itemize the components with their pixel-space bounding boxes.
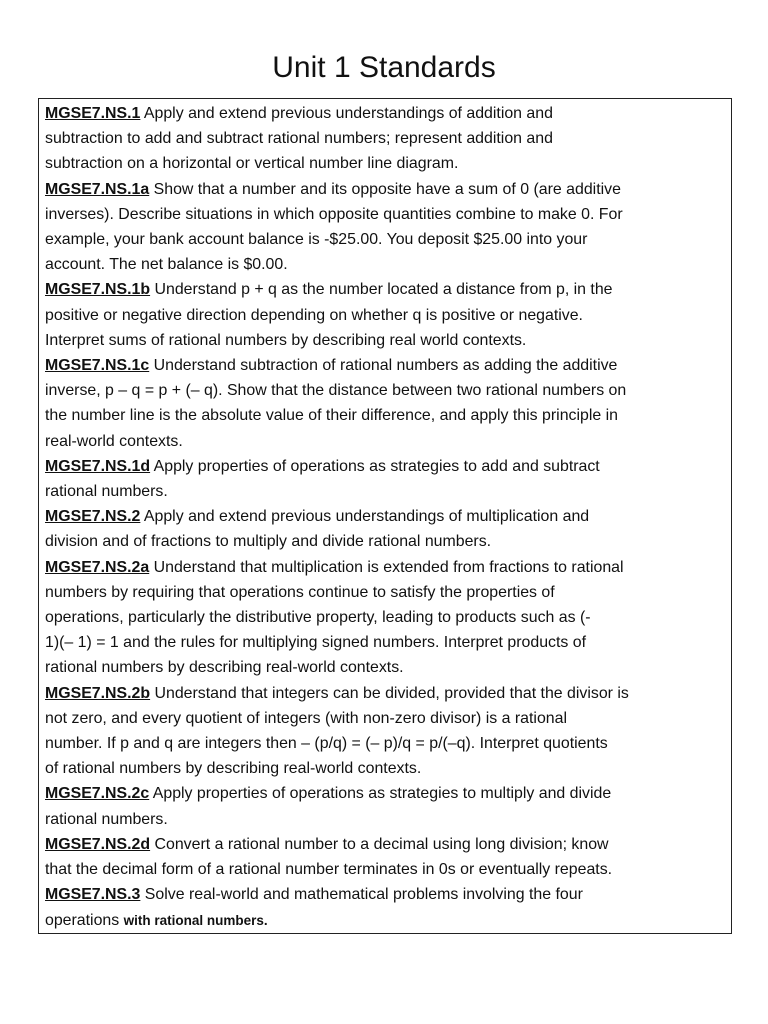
- standard-ns1a: [45, 177, 726, 278]
- page-title: Unit 1 Standards: [272, 51, 496, 84]
- standard-text: Apply and extend previous understandings of addition and subtraction to add and subtract rational numbers; represent addition and subtraction on a horizontal or vertical number line diagram.: [45, 105, 553, 173]
- standard-text: Show that a number and its opposite have a sum of 0 (are additive inverses). Describe situations in which opposite quantities combine to make 0. For example, your bank account balance is -$25.00. You deposit $25.00 into your account. The net balance is $0.00.: [45, 180, 623, 274]
- standard-text: Understand subtraction of rational numbers as adding the additive inverse, p – q = p + (– q). Show that the distance between two rational numbers on the number line is the absolute value of their difference, and apply this principle in real-world contexts.: [45, 357, 627, 450]
- standard-ns1d: [45, 454, 726, 504]
- standard-ns1: [45, 101, 726, 177]
- standard-text: Apply and extend previous understandings of multiplication and division and of fractions to multiply and divide rational numbers.: [45, 508, 590, 551]
- standard-code: MGSE7.NS.1d: [45, 457, 151, 475]
- standard-text: Apply properties of operations as strategies to multiply and divide rational numbers.: [45, 785, 612, 828]
- standard-text: Apply properties of operations as strategies to add and subtract rational numbers.: [45, 457, 600, 501]
- standard-code: MGSE7.NS.2: [45, 508, 141, 526]
- standard-ns2b: [45, 681, 726, 782]
- standard-ns3: [45, 882, 726, 932]
- standard-ns1b: [45, 277, 726, 353]
- standard-text: Solve real-world and mathematical problems involving the four operations: [45, 886, 583, 929]
- standard-code: MGSE7.NS.1b: [45, 281, 151, 299]
- standard-code: MGSE7.NS.1a: [45, 180, 150, 198]
- standard-code: MGSE7.NS.1c: [45, 357, 150, 375]
- standard-ns2d: [45, 832, 726, 882]
- standard-code: MGSE7.NS.2d: [45, 835, 151, 853]
- standard-code: MGSE7.NS.1: [45, 105, 141, 122]
- standard-code: MGSE7.NS.2a: [45, 558, 150, 576]
- standard-code: MGSE7.NS.2c: [45, 785, 150, 803]
- standard-text: Understand that multiplication is extended from fractions to rational numbers by requiring that operations continue to satisfy the properties of operations, particularly the distributive property, leading to products such as (- 1)(– 1) = 1 and the rules for multiplying signed numbers. Interpret products of rational numbers by describing real-world contexts.: [45, 558, 624, 677]
- standards-box: [38, 98, 732, 934]
- standard-ns2: [45, 504, 726, 554]
- standard-ns2c: [45, 781, 726, 831]
- standard-text: Understand p + q as the number located a distance from p, in the positive or negative direction depending on whether q is positive or negative. Interpret sums of rational numbers by describing real world contexts.: [45, 281, 613, 349]
- standard-text-small: with rational numbers.: [123, 912, 268, 928]
- standard-ns2a: [45, 555, 726, 681]
- standard-code: MGSE7.NS.3: [45, 886, 141, 904]
- standard-ns1c: [45, 353, 726, 454]
- standard-text: Understand that integers can be divided, provided that the divisor is not zero, and every quotient of integers (with non-zero divisor) is a rational number. If p and q are integers then – (p/q) = (– p)/q = p/(–q). Interpret quotients of rational numbers by describing real-world contexts.: [45, 684, 629, 778]
- standard-code: MGSE7.NS.2b: [45, 684, 151, 702]
- standard-text: Convert a rational number to a decimal using long division; know that the decimal form of a rational number terminates in 0s or eventually repeats.: [45, 835, 613, 879]
